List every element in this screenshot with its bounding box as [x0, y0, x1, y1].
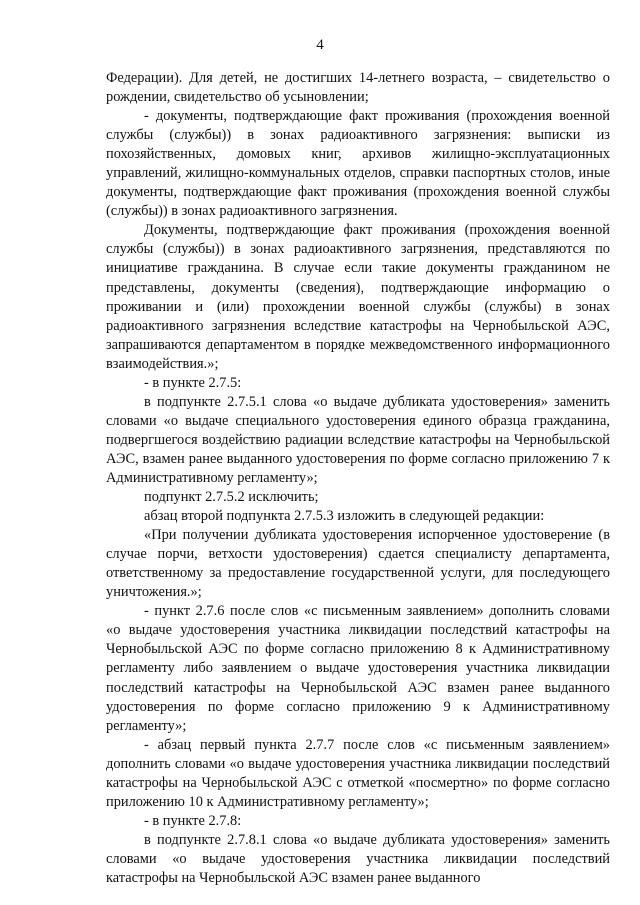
paragraph: в подпункте 2.7.5.1 слова «о выдаче дубликата удостоверения» заменить словами «о выдаче специального удостоверения единого образца гражданина, подвергшегося воздействию радиации вследствие катастрофы на Чернобыльской АЭС, взамен ранее выданного удостоверения по форме согласно приложению 7 к Административному регламенту»;	[106, 393, 610, 486]
paragraph: - абзац первый пункта 2.7.7 после слов «с письменным заявлением» дополнить словами «о выдаче удостоверения участника ликвидации последствий катастрофы на Чернобыльской АЭС с отметкой «посмертно» по форме согласно приложению 10 к Административному регламенту»;	[106, 736, 610, 810]
paragraph: абзац второй подпункта 2.7.5.3 изложить в следующей редакции:	[144, 508, 545, 525]
page-number: 4	[316, 37, 324, 53]
paragraph: подпункт 2.7.5.2 исключить;	[144, 489, 319, 506]
paragraph: в подпункте 2.7.8.1 слова «о выдаче дубликата удостоверения» заменить словами «о выдаче удостоверения участника ликвидации последствий катастрофы на Чернобыльской АЭС взамен ранее выданного	[106, 831, 610, 886]
document-body	[106, 69, 610, 888]
paragraph: Документы, подтверждающие факт проживания (прохождения военной службы (службы)) в зонах радиоактивного загрязнения, представляются по инициативе гражданина. В случае если такие документы гражданином не представлены, документы (сведения), подтверждающие информацию о проживании и (или) прохождении военной службы (службы) в зонах радиоактивного загрязнения вследствие катастрофы на Чернобыльской АЭС, запрашиваются департаментом в порядке межведомственного информационного взаимодействия.»;	[106, 222, 610, 372]
paragraph: - в пункте 2.7.5:	[144, 374, 242, 391]
paragraph: - пункт 2.7.6 после слов «с письменным заявлением» дополнить словами «о выдаче удостоверения участника ликвидации последствий катастрофы на Чернобыльской АЭС по форме согласно приложению 8 к Административному регламенту либо заявлением о выдаче удостоверения участника ликвидации последствий катастрофы на Чернобыльской АЭС взамен ранее выданного удостоверения по форме согласно приложению 9 к Административному регламенту»;	[106, 603, 610, 734]
paragraph: Федерации). Для детей, не достигших 14-летнего возраста, – свидетельство о рождении, свидетельство об усыновлении;	[106, 70, 610, 106]
paragraph: - в пункте 2.7.8:	[144, 812, 242, 829]
paragraph: «При получении дубликата удостоверения испорченное удостоверение (в случае порчи, ветхости удостоверения) сдается специалисту департамента, ответственному за предоставление государственной услуги, для последующего уничтожения.»;	[106, 527, 610, 601]
paragraph: - документы, подтверждающие факт проживания (прохождения военной службы (службы)) в зонах радиоактивного загрязнения: выписки из похозяйственных, домовых книг, архивов жилищно-эксплуатационных управлений, жилищно-коммунальных отделов, справки паспортных столов, иные документы, подтверждающие факт проживания (прохождения военной службы (службы)) в зонах радиоактивного загрязнения.	[106, 108, 610, 220]
